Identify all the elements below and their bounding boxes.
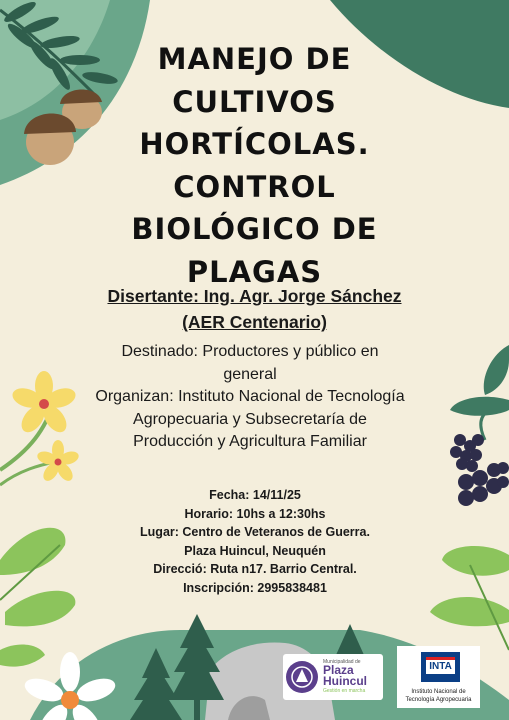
inta-caption-1: Instituto Nacional de <box>411 689 466 695</box>
title-line: CULTIVOS <box>172 84 337 119</box>
event-city: Plaza Huincul, Neuquén <box>184 543 326 558</box>
logo-small-text: Municipalidad de <box>323 659 361 665</box>
inta-logo <box>397 646 480 708</box>
title-line: MANEJO DE <box>157 42 352 76</box>
title-line: HORTÍCOLAS. <box>139 127 370 161</box>
logo-plaza: Plaza <box>323 663 354 677</box>
blackberry-icon <box>450 434 509 506</box>
inta-mark: INTA <box>421 652 460 682</box>
right-leaves-icon <box>450 345 509 440</box>
title-line: BIOLÓGICO DE <box>131 212 378 246</box>
speaker-affiliation: (AER Centenario) <box>182 312 327 332</box>
title-line: CONTROL <box>173 169 336 204</box>
organizers-text: Organizan: Instituto Nacional de Tecnología Agropecuaria y Subsecretaría de Producción y Agricultura Familiar <box>95 388 405 450</box>
event-place: Lugar: Centro de Veteranos de Guerra. <box>140 525 370 540</box>
left-leaves-icon <box>0 528 75 667</box>
right-green-leaves-icon <box>430 546 509 650</box>
speaker-name: Disertante: Ing. Agr. Jorge Sánchez <box>107 286 402 306</box>
event-details <box>100 486 410 598</box>
plaza-huincul-logo <box>283 654 383 700</box>
event-info <box>95 341 405 454</box>
event-time: Horario: 10hs a 12:30hs <box>184 506 326 521</box>
event-registration: Inscripción: 2995838481 <box>183 580 327 595</box>
audience-text: Destinado: Productores y público en general <box>121 343 379 383</box>
event-address: Direcció: Ruta n17. Barrio Central. <box>153 562 357 577</box>
yellow-flower-icon <box>10 371 80 484</box>
event-date: Fecha: 14/11/25 <box>209 488 301 502</box>
speaker-block <box>0 283 509 335</box>
inta-caption-2: Tecnología Agropecuaria <box>405 697 472 703</box>
logo-tagline: Gestión en marcha <box>323 688 366 694</box>
event-title <box>0 38 509 293</box>
logo-huincul: Huincul <box>323 674 367 688</box>
title-line: PLAGAS <box>186 254 323 289</box>
